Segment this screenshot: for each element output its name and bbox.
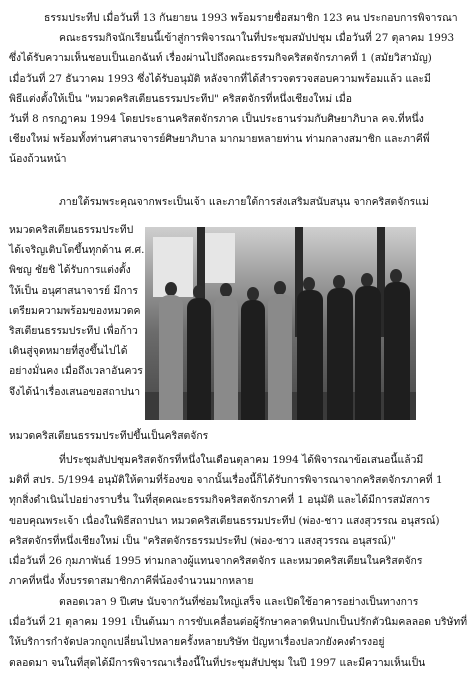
text-line: อย่างมั่นคง เมื่อถึงเวลาอันควร — [9, 365, 143, 378]
text-line: เชียงใหม่ พร้อมทั้งท่านศาสนาจารย์ศิษยาภิบาล มากมายหลายท่าน ท่ามกลางสมาชิก และภาคีพี่ — [9, 133, 430, 146]
text-line: พิธีแต่งตั้งให้เป็น "หมวดคริสเตียนธรรมประทีป" คริสตจักรที่หนึ่งเชียงใหม่ เมื่อ — [9, 92, 353, 105]
text-line: ขอบคุณพระเจ้า เนื่องในพิธีสถาปนา หมวดคริสเตียนธรรมประทีป (พ่อง-ชาว แสงสุวรรณ อนุสรณ์) — [9, 514, 440, 527]
text-line: เดินสู่จุดหมายที่สูงขึ้นไปได้ — [9, 345, 128, 358]
text-line: ตลอดมา จนในที่สุดได้มีการพิจารณาเรื่องนี้ในที่ประชุมสัปปชุม ในปี 1997 และมีความเห็นเป็น — [9, 656, 426, 669]
text-line: ให้บริการกำจัดปลวกถูกเปลี่ยนไปหลายครั้งหลายบริษัท ปัญหาเรื่องปลวกยังคงดำรงอยู่ — [9, 636, 385, 649]
congregation-photo — [145, 227, 416, 420]
text-line: วันที่ 8 กรกฎาคม 1994 โดยประธานคริสตจักรภาค เป็นประธานร่วมกับศิษยาภิบาล คจ.ที่หนึ่ง — [9, 112, 424, 125]
paragraph-growth-intro — [9, 192, 429, 212]
text-line: ที่ประชุมสัปปชุมคริสตจักรที่หนึ่งในเดือนตุลาคม 1994 ได้พิจารณาข้อเสนอนี้แล้วมี — [59, 454, 424, 466]
text-line: พิชญ ชัยชิ ได้รับการแต่งตั้ง — [9, 264, 131, 277]
text-line: ภาคที่หนึ่ง ทั้งบรรดาสมาชิกภาคีพี่น้องจำนวนมากหลาย — [9, 575, 254, 588]
text-line: ให้เป็น อนุศาสนาจารย์ มีการ — [9, 284, 138, 297]
text-line: ริสเตียนธรรมประทีป เพื่อก้าว — [9, 324, 138, 337]
text-line: ซึ่งได้รับความเห็นชอบเป็นเอกฉันท์ เรื่องผ่านไปถึงคณะธรรมกิจคริสตจักรภาคที่ 1 (สมัยวิสามัญ) — [9, 52, 432, 65]
text-line: มติที่ สปร. 5/1994 อนุมัติให้ตามที่ร้องขอ จากนั้นเรื่องนี้ก็ได้รับการพิจารณาจากคริสตจักรภาคที่ 1 — [9, 474, 443, 487]
paragraph-termite-problem — [9, 592, 467, 673]
paragraph-establishment — [9, 8, 458, 170]
text-line: เมื่อวันที่ 27 ธันวาคม 1993 ซึ่งได้รับอนุมัติ หลังจากที่ได้สำรวจตรวจสอบความพร้อมแล้ว และมี — [9, 72, 431, 85]
text-line: เตรียมความพร้อมของหมวดค — [9, 304, 141, 317]
text-line: น้องถ้วนหน้า — [9, 153, 67, 166]
text-line: ตลอดเวลา 9 ปีเศษ นับจากวันที่ซ่อมใหญ่เสร็จ และเปิดใช้อาคารอย่างเป็นทางการ — [59, 596, 419, 608]
text-line: หมวดคริสเตียนธรรมประทีป — [9, 224, 134, 236]
text-line: หมวดคริสเตียนธรรมประทีปขึ้นเป็นคริสตจักร — [9, 430, 209, 442]
text-line: เมื่อวันที่ 26 กุมภาพันธ์ 1995 ท่ามกลางผู้แทนจากคริสตจักร และหมวดคริสเตียนในคริสตจักร — [9, 554, 423, 567]
text-line: คณะธรรมกิจนักเรียนนี้เข้าสู่การพิจารณาในที่ประชุมสมัปปชุม เมื่อวันที่ 27 ตุลาคม 1993 — [59, 32, 455, 45]
text-line: ได้เจริญเติบโตขึ้นทุกด้าน ศ.ศ. — [9, 244, 145, 257]
text-line: เมื่อวันที่ 21 ตุลาคม 1991 เป็นต้นมา การขับเคลื่อนต่อผู้รักษาคลาดหินปกเป็นปรักตัวนิมคลลอด บริษัทที่ — [9, 616, 467, 629]
text-line: ภายใต้รมพระคุณจากพระเป็นเจ้า และภายใต้การส่งเสริมสนับสนุน จากคริสตจักรแม่ — [59, 196, 429, 208]
text-line: คริสตจักรที่หนึ่งเชียงใหม่ เป็น "คริสตจักรธรรมประทีป (พ่อง-ชาว แสงสุวรรณ อนุสรณ์)" — [9, 534, 396, 547]
paragraph-church-founding — [9, 450, 443, 591]
text-line: ทุกสิ่งดำเนินไปอย่างราบรื่น ในที่สุดคณะธรรมกิจคริสตจักรภาคที่ 1 อนุมัติ และได้มีการสมัสการ — [9, 494, 430, 507]
text-line: ธรรมประทีป เมื่อวันที่ 13 กันยายน 1993 พร้อมรายชื่อสมาชิก 123 คน ประกอบการพิจารณา — [44, 12, 458, 24]
text-line: จึงได้นำเรื่องเสนอขอสถาปนา — [9, 385, 141, 398]
paragraph-growth-end — [9, 426, 419, 446]
